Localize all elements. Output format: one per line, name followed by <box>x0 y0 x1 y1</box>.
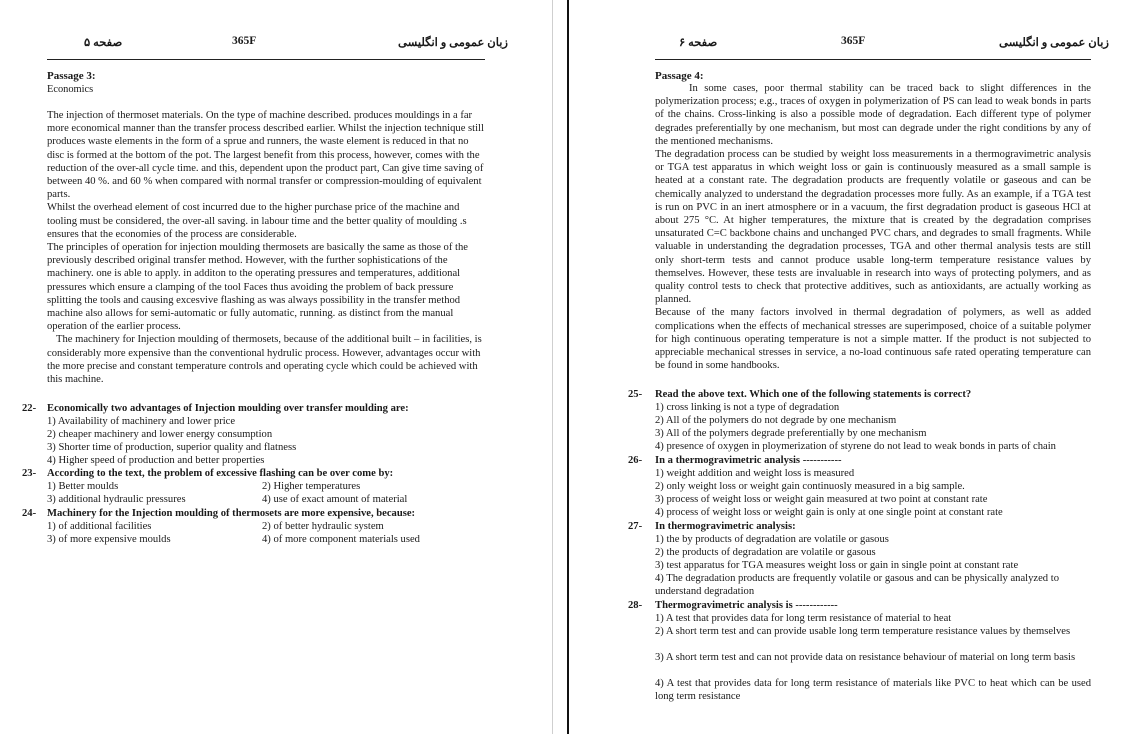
option[interactable]: 3) of more expensive moulds <box>47 534 171 545</box>
option[interactable]: 2) the products of degradation are volatile or gasous <box>655 547 876 558</box>
paragraph: The degradation process can be studied by weight loss measurements in a thermogravimetric analysis or TGA test apparatus in which weight loss or gain is continuously measured as a small sample is heated at a constant rate. The degradation products are frequently volatile or gaseous and can be chemically analyzed to understand the degradation processes more fully. As an example, if a TGA test is run on PVC in an inert atmosphere or in a vacuum, the first degradation product is gaseous HCl at about 275 °C. At higher temperatures, the mixture that is created by the degradation comprises unsaturated C=C backbone chains and unchanged PVC chars, and degrades to small fragments. While valuable in understanding the degradation processes, TGA and other thermal analysis tests are still only short-term tests and cannot produce usable long-term temperature resistance values by themselves. However, these tests are invaluable in research into ways of protecting polymers, and as quality control tests to check that protective additives, such as antioxidants, are actually working as planned. <box>655 149 1091 306</box>
question-stem: Machinery for the Injection moulding of thermosets are more expensive, because: <box>47 508 416 519</box>
exam-code: 365F <box>232 35 257 47</box>
option[interactable]: 2) Higher temperatures <box>262 481 361 492</box>
page-number: صفحه ۶ <box>679 37 718 49</box>
question-27 <box>628 520 1108 598</box>
page-number: صفحه ۵ <box>84 37 123 49</box>
paragraph: The injection of thermoset materials. On the type of machine described. produces mouldings in a far more economical manner than the transfer process described earlier. Whilst the injection technique still produces waste elements in the form of a sprue and runners, the waste element is reduced in that no disc is formed at the bottom of the pot. The largest benefit from this process, however, comes with the reduction of the over-all cycle time. and this, dependent upon the product part, Can give time saving of between 40 %. and 60 % when compared with normal transfer or compression-moulding of equivalent parts. <box>47 110 484 201</box>
option[interactable]: 1) weight addition and weight loss is measured <box>655 468 855 479</box>
question-number: 27- <box>628 521 643 532</box>
subject-title: زبان عمومی و انگلیسی <box>398 37 508 49</box>
question-stem: According to the text, the problem of excessive flashing can be over come by: <box>47 468 394 479</box>
question-number: 24- <box>22 508 37 519</box>
option[interactable]: 3) additional hydraulic pressures <box>47 494 186 505</box>
option[interactable]: 1) cross linking is not a type of degradation <box>655 402 840 413</box>
question-28 <box>628 599 1108 719</box>
question-22 <box>22 402 492 466</box>
option[interactable]: 2) cheaper machinery and lower energy consumption <box>47 429 273 440</box>
option[interactable]: 3) All of the polymers degrade preferentially by one mechanism <box>655 428 927 439</box>
option[interactable]: 4) process of weight loss or weight gain is only at one single point at constant rate <box>655 507 1003 518</box>
page-left <box>0 0 551 734</box>
passage-title: Passage 3: <box>47 70 96 82</box>
paragraph: Because of the many factors involved in thermal degradation of polymers, as well as added complications when the effects of mechanical stresses are superimposed, choice of a suitable polymer for high continuous operating temperature is not a simple matter. If the product is not subjected to appreciable mechanical stresses in service, a no-load continuous safe rated operating temperature can be found in some handbooks. <box>655 307 1091 372</box>
option[interactable]: 4) The degradation products are frequently volatile or gasous and can be physically analyzed to understand degradation <box>655 573 1059 598</box>
option[interactable]: 3) A short term test and can not provide data on resistance behaviour of material on long term basis <box>655 652 1076 663</box>
option[interactable]: 2) of better hydraulic system <box>262 521 384 532</box>
option[interactable]: 1) Better moulds <box>47 481 119 492</box>
question-26 <box>628 454 1108 518</box>
option[interactable]: 4) A test that provides data for long term resistance of materials like PVC to heat which can be used long term resistance <box>655 678 1091 703</box>
option[interactable]: 4) presence of oxygen in ploymerization of styrene do not lead to weak bonds in parts of chain <box>655 441 1056 452</box>
paragraph: In some cases, poor thermal stability can be traced back to slight differences in the polymerization process; e.g., traces of oxygen in polymerization of PS can lead to weak bonds in parts of the chains. Cross-linking is also a possible mode of degradation. Each different type of polymer degrades preferentially by one mechanism, but most can degrade under the right conditions by any of the mentioned mechanisms. <box>655 83 1091 147</box>
question-stem: Read the above text. Which one of the following statements is correct? <box>655 389 972 400</box>
question-24 <box>22 507 492 547</box>
question-number: 22- <box>22 403 37 414</box>
passage-body <box>47 109 485 386</box>
option[interactable]: 2) A short term test and can provide usable long term temperature resistance values by themselves <box>655 626 1071 637</box>
page-right <box>569 0 1139 734</box>
exam-code: 365F <box>841 35 866 47</box>
question-number: 25- <box>628 389 643 400</box>
question-23 <box>22 467 492 507</box>
option[interactable]: 3) process of weight loss or weight gain measured at two point at constant rate <box>655 494 988 505</box>
subject-title: زبان عمومی و انگلیسی <box>999 37 1109 49</box>
page-edge-line <box>552 0 553 734</box>
option[interactable]: 4) of more component materials used <box>262 534 420 545</box>
paragraph: Whilst the overhead element of cost incurred due to the higher purchase price of the machine and tooling must be considered, the over-all saving. in labour time and the better quality of moulding .s ensures that the economies of the process are considerable. <box>47 202 467 240</box>
option[interactable]: 1) A test that provides data for long term resistance of material to heat <box>655 613 952 624</box>
question-stem: In thermogravimetric analysis: <box>655 521 796 532</box>
question-number: 28- <box>628 600 643 611</box>
option[interactable]: 1) Availability of machinery and lower price <box>47 416 236 427</box>
option[interactable]: 2) only weight loss or weight gain continuosly measured in a big sample. <box>655 481 965 492</box>
paragraph: The machinery for Injection moulding of thermosets, because of the additional built – in facilities, is considerably more expensive than the conventional hydrulic process. However, advantages occur with the more precise and constant temperature controls and operating cycle which could be achieved with this machine. <box>47 334 482 386</box>
question-stem: In a thermogravimetric analysis ----------- <box>655 455 842 466</box>
header-rule <box>47 59 485 60</box>
question-stem: Thermogravimetric analysis is ------------ <box>655 600 838 611</box>
question-number: 26- <box>628 455 643 466</box>
option[interactable]: 1) of additional facilities <box>47 521 152 532</box>
header-rule <box>655 59 1091 60</box>
passage-body <box>655 82 1091 372</box>
option[interactable]: 1) the by products of degradation are volatile or gasous <box>655 534 889 545</box>
paragraph: The principles of operation for injection moulding thermosets are basically the same as those of the previously described original transfer method. However, with the further sophistications of the machinery. one is able to apply. in additon to the operating pressures and temperatures, additional pressures which ensure a clamping of the tool Faces thus avoiding the problem of back pressure splitting the tools and causing excesvive flashing as was always possibility in the transfer method machine also allows for semi-automatic or fully automatic, running. as distinct from the manual operation of the earlier process. <box>47 242 468 333</box>
option[interactable]: 4) use of exact amount of material <box>262 494 408 505</box>
option[interactable]: 2) All of the polymers do not degrade by one mechanism <box>655 415 897 426</box>
option[interactable]: 3) Shorter time of production, superior quality and flatness <box>47 442 297 453</box>
question-stem: Economically two advantages of Injection moulding over transfer moulding are: <box>47 403 409 414</box>
passage-title: Passage 4: <box>655 70 704 82</box>
option[interactable]: 3) test apparatus for TGA measures weight loss or gain in single point at constant rate <box>655 560 1019 571</box>
question-25 <box>628 388 1108 452</box>
question-number: 23- <box>22 468 37 479</box>
option[interactable]: 4) Higher speed of production and better properties <box>47 455 265 466</box>
passage-subtitle: Economics <box>47 84 94 95</box>
